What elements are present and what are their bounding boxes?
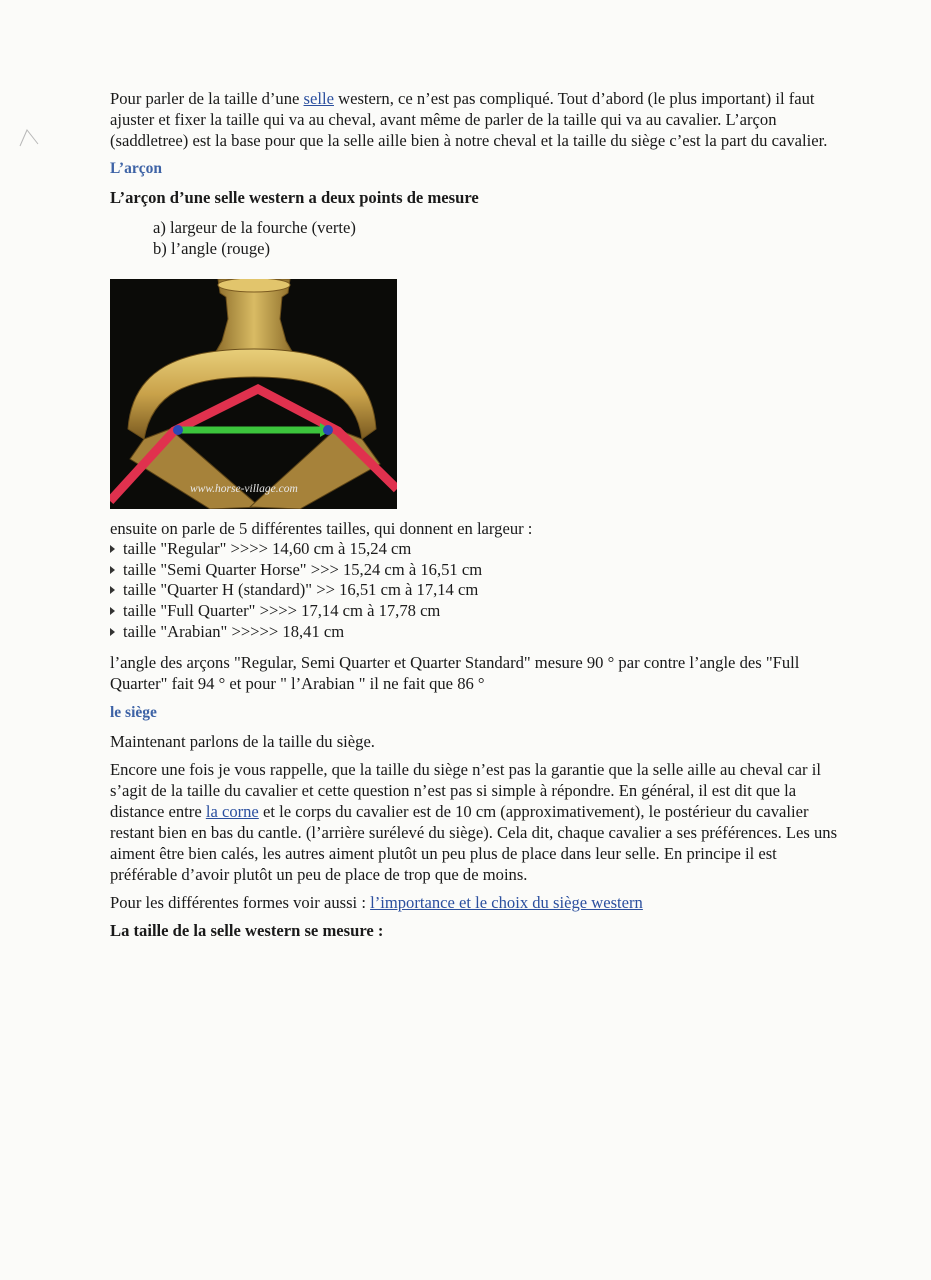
intro-paragraph [110,88,845,151]
measure-point-b: b) l’angle (rouge) [153,239,271,258]
size-regular: taille "Regular" >>>> 14,60 cm à 15,24 cm [123,539,412,558]
siege-p2-text-1: Encore une fois je vous rappelle, que la taille du siège n’est pas la garantie que la selle aille au cheval car il s’agit de la taille du cavalier et cette question n’est pas si simple à répondre. En général, il est dit que la distance entre [110,759,821,821]
final-bold-line: La taille de la selle western se mesure : [110,920,384,940]
intro-text-1: Pour parler de la taille d’une [110,89,304,108]
siege-p3-text: Pour les différentes formes voir aussi : [110,892,371,912]
figure-watermark: www.horse-village.com [190,483,298,495]
selle-link[interactable]: selle [303,89,334,108]
siege-paragraph-3 [110,892,845,913]
bullet-arrow-icon [110,586,115,594]
arcon-heading: L’arçon [110,160,162,177]
list-item [110,560,845,581]
intro-text-2: western, ce n’est pas compliqué. Tout d’abord (le plus important) il faut ajuster et fixer la taille qui va au cheval, avant même de parler de la taille qui va au cavalier. L’arçon (saddletree) est la base pour que la selle aille bien à notre cheval et la taille du siège c’est la part du cavalier. [110,89,828,150]
bullet-arrow-icon [110,545,115,553]
list-item [110,601,845,622]
sizes-list [110,539,845,643]
size-full-quarter: taille "Full Quarter" >>>> 17,14 cm à 17,78 cm [123,601,441,621]
list-item [110,539,845,560]
size-arabian: taille "Arabian" >>>>> 18,41 cm [123,621,345,641]
scan-mark [18,126,40,150]
bullet-arrow-icon [110,607,115,615]
list-item [110,622,845,643]
sizes-intro: ensuite on parle de 5 différentes tailles, qui donnent en largeur : [110,519,533,538]
document-page [110,88,845,941]
size-semi-quarter: taille "Semi Quarter Horse" >>> 15,24 cm à 16,51 cm [123,559,483,579]
la-corne-link[interactable]: la corne [205,801,259,821]
saddle-tree-figure [110,279,397,509]
angle-paragraph: l’angle des arçons "Regular, Semi Quarter et Quarter Standard" mesure 90 ° par contre l’angle des "Full Quarter" fait 94 ° et pour " l’Arabian " il ne fait que 86 ° [110,652,800,693]
siege-heading: le siège [110,703,157,721]
bullet-arrow-icon [110,566,115,574]
saddle-tree-illustration [110,279,397,509]
siege-paragraph-1: Maintenant parlons de la taille du siège. [110,731,375,751]
bullet-arrow-icon [110,628,115,636]
list-item [110,580,845,601]
siege-p2-text-2: et le corps du cavalier est de 10 cm (approximativement), le postérieur du cavalier restant bien en bas du cantle. (l’arrière surélevé du siège). Cela dit, chaque cavalier a ses préférences. Les uns aiment être bien calés, les autres aiment plutôt un peu plus de place dans leur selle. En principe il est préférable d’avoir plutôt un peu de place de trop que de moins. [110,801,838,884]
siege-paragraph-2 [110,759,845,885]
measure-points-list [153,217,845,259]
siege-choice-link[interactable]: l’importance et le choix du siège western [370,892,643,912]
size-quarter-standard: taille "Quarter H (standard)" >> 16,51 cm à 17,14 cm [123,580,479,600]
arcon-bold-line: L’arçon d’une selle western a deux points de mesure [110,188,479,207]
measure-point-a: a) largeur de la fourche (verte) [153,218,356,237]
